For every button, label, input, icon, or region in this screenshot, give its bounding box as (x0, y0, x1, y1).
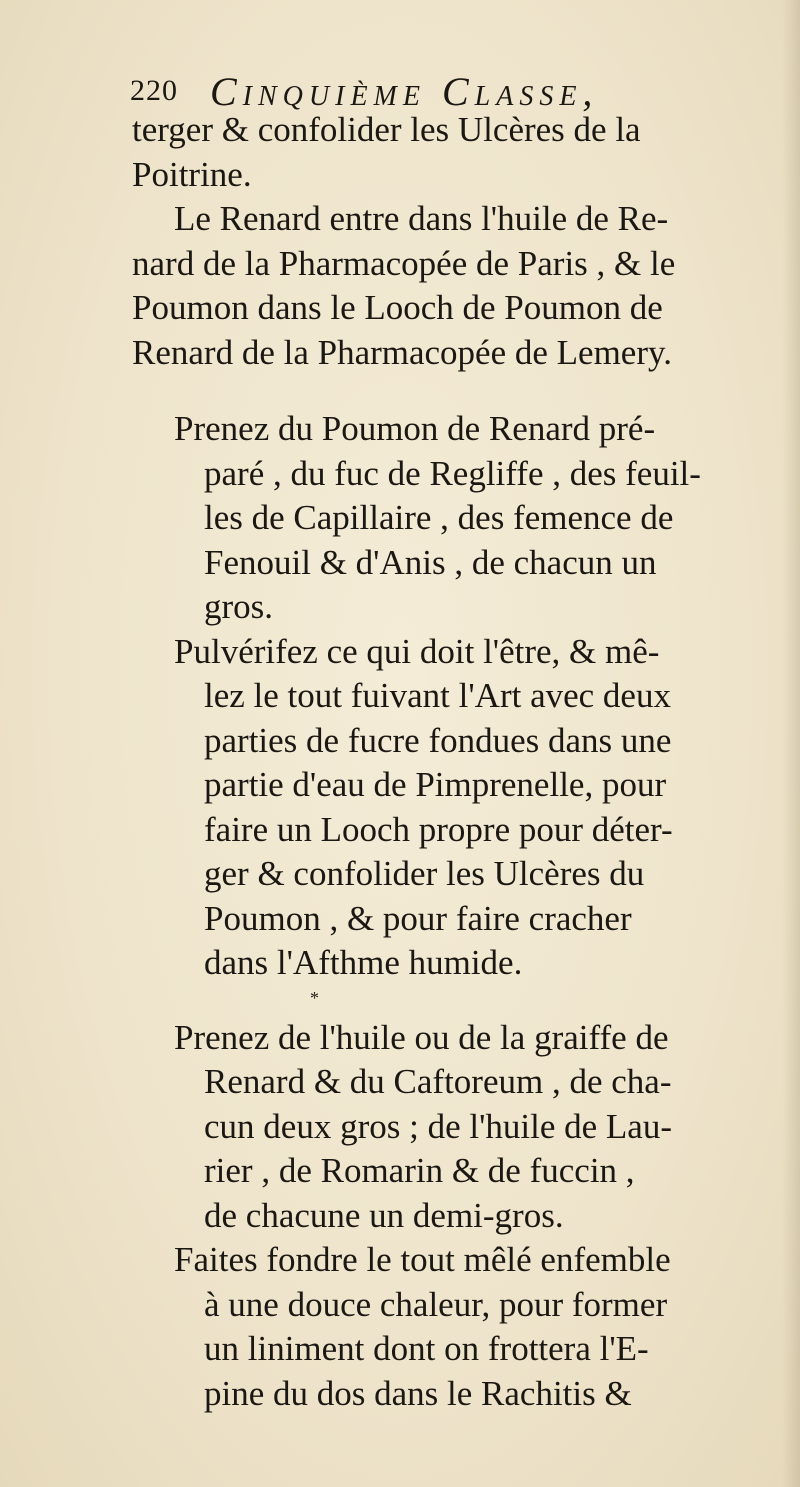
text-line: Renard de la Pharmacopée de Lemery. (132, 332, 672, 372)
text-line: ger & confolider les Ulcères du (204, 854, 645, 893)
text-line: Faites fondre le tout mêlé enfemble (174, 1240, 671, 1279)
text-line: paré , du fuc de Regliffe , des feuil- (204, 453, 701, 493)
text-line: gros. (204, 587, 274, 626)
text-line: faire un Looch propre pour déter- (204, 809, 673, 849)
paragraph-spacer (132, 375, 772, 407)
text-line: partie d'eau de Pimprenelle, pour (204, 765, 667, 804)
text-line: cun deux gros ; de l'huile de Lau- (204, 1106, 672, 1146)
text-line: Poumon , & pour faire cracher (204, 898, 632, 938)
text-line: rier , de Romarin & de fuccin , (204, 1151, 635, 1190)
text-line: parties de fucre fondues dans une (204, 720, 672, 760)
text-line: Renard & du Caftoreum , de cha- (204, 1062, 672, 1101)
text-line: Prenez de l'huile ou de la graiffe de (174, 1017, 669, 1057)
page-header (130, 68, 770, 112)
text-line: un liniment dont on frottera l'E- (204, 1329, 649, 1368)
page-edge-shadow (782, 0, 800, 1487)
section-ornament (132, 986, 772, 1016)
text-line: lez le tout fuivant l'Art avec deux (204, 676, 671, 715)
text-line: nard de la Pharmacopée de Paris , & le (132, 243, 676, 283)
text-line: de chacune un demi-gros. (204, 1195, 564, 1235)
text-line: les de Capillaire , des femence de (204, 498, 674, 537)
text-line: terger & confolider les Ulcères de la (132, 110, 641, 149)
page-number: 220 (130, 74, 178, 107)
text-line: pine du dos dans le Rachitis & (204, 1373, 632, 1413)
running-head: Cinquième Classe, (210, 69, 599, 114)
asterisk-ornament: * (310, 987, 319, 1008)
text-line: dans l'Afthme humide. (204, 943, 523, 982)
text-line: Prenez du Poumon de Renard pré- (174, 409, 656, 448)
text-line: Poumon dans le Looch de Poumon de (132, 288, 663, 327)
body-text (132, 108, 772, 1416)
text-line: Le Renard entre dans l'huile de Re- (174, 199, 669, 238)
text-line: Poitrine. (132, 154, 252, 194)
text-line: Pulvérifez ce qui doit l'être, & mê- (174, 631, 660, 671)
text-line: Fenouil & d'Anis , de chacun un (204, 542, 657, 582)
text-line: à une douce chaleur, pour former (204, 1284, 668, 1324)
